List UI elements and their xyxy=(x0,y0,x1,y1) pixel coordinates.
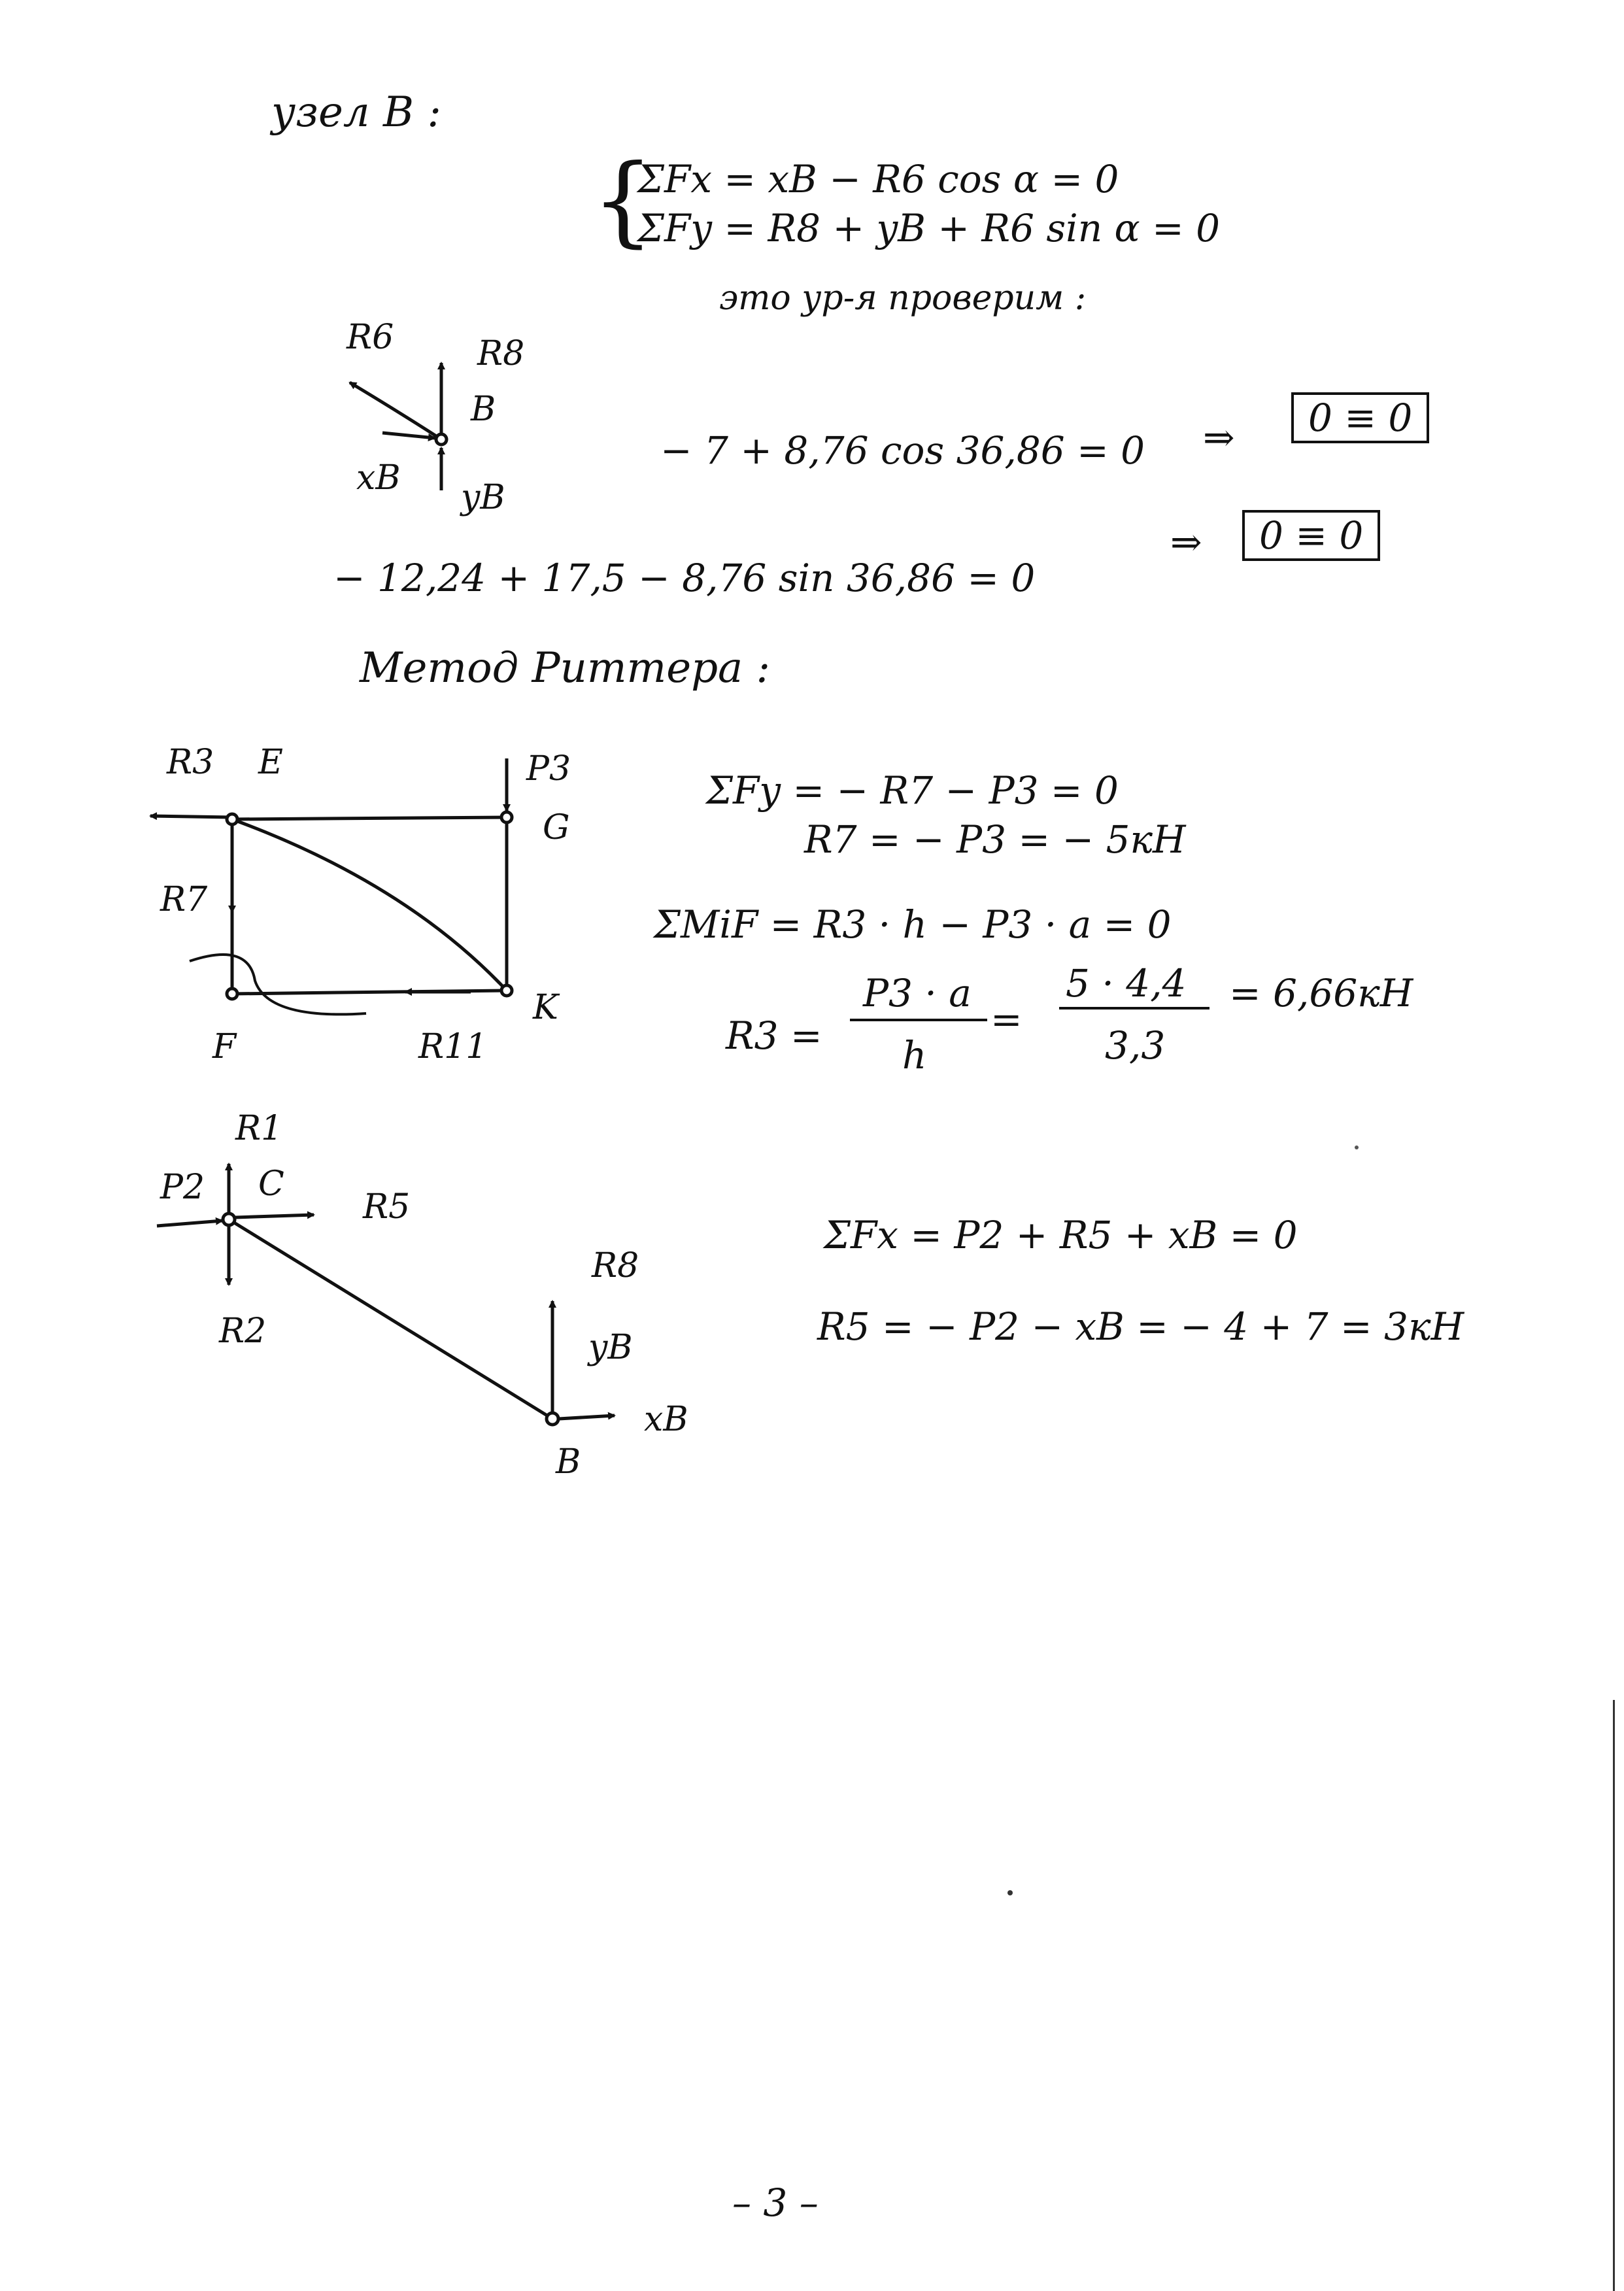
equals-sign: = xyxy=(990,997,1023,1042)
label-xb-c: xB xyxy=(644,1400,688,1439)
label-p3: P3 xyxy=(526,749,571,789)
page-number: – 3 – xyxy=(732,2181,819,2225)
check-equation-2: − 12,24 + 17,5 − 8,76 sin 36,86 = 0 xyxy=(333,556,1036,600)
joint-f xyxy=(227,989,237,999)
stray-dot xyxy=(1355,1146,1359,1149)
label-e: E xyxy=(258,743,283,782)
fraction-1-numerator: P3 · a xyxy=(863,971,972,1015)
ritter-result: = 6,66кН xyxy=(1229,971,1413,1015)
equation-sum-fx: ΣFx = xB − R6 cos α = 0 xyxy=(637,157,1119,201)
member-eg xyxy=(232,817,507,819)
equation-sum-fy: ΣFy = R8 + yB + R6 sin α = 0 xyxy=(637,206,1221,250)
stray-dot xyxy=(1007,1890,1013,1895)
p2-arrow xyxy=(157,1221,222,1226)
label-b: B xyxy=(471,390,496,429)
fraction-2-denominator: 3,3 xyxy=(1105,1023,1166,1068)
label-f: F xyxy=(212,1027,237,1066)
joint-g xyxy=(501,812,512,823)
ritter-sum-moment: ΣMiF = R3 · h − P3 · a = 0 xyxy=(654,902,1172,947)
label-p2: P2 xyxy=(160,1168,205,1207)
check-result-2: 0 ≡ 0 xyxy=(1242,510,1380,561)
label-g: G xyxy=(543,808,570,847)
label-yb-c: yB xyxy=(588,1328,633,1367)
joint-k xyxy=(501,985,512,996)
label-xb: xB xyxy=(356,458,401,498)
ritter-r7: R7 = − P3 = − 5кН xyxy=(804,817,1186,862)
check-label: это ур-я проверим : xyxy=(719,279,1087,318)
label-r2: R2 xyxy=(219,1312,267,1351)
joint-e xyxy=(227,814,237,824)
member-cb xyxy=(229,1219,552,1419)
xb-arrow xyxy=(382,433,435,438)
fraction-2-numerator: 5 · 4,4 xyxy=(1066,961,1187,1006)
xb-arrow-2 xyxy=(559,1416,615,1419)
r3-arrow xyxy=(150,816,232,817)
node-c-sum-fx: ΣFx = P2 + R5 + xB = 0 xyxy=(824,1213,1298,1257)
r5-arrow xyxy=(235,1215,314,1217)
node-b-joint xyxy=(436,434,447,445)
label-r8-c: R8 xyxy=(592,1246,639,1285)
r6-arrow xyxy=(350,382,441,439)
label-r5: R5 xyxy=(363,1187,411,1227)
label-b-c: B xyxy=(556,1442,581,1482)
check-equation-1: − 7 + 8,76 cos 36,86 = 0 xyxy=(660,428,1145,473)
scan-edge-line xyxy=(1613,1700,1615,2291)
label-c: C xyxy=(258,1164,284,1204)
fraction-1-denominator: h xyxy=(902,1033,927,1078)
label-r1: R1 xyxy=(235,1109,283,1148)
joint-c xyxy=(223,1213,235,1225)
joint-b xyxy=(547,1413,558,1425)
check-result-1: 0 ≡ 0 xyxy=(1291,392,1429,443)
label-r11: R11 xyxy=(418,1027,488,1066)
method-title: Метод Риттера : xyxy=(360,644,771,692)
ritter-sum-fy: ΣFy = − R7 − P3 = 0 xyxy=(706,768,1119,813)
label-r8: R8 xyxy=(477,334,525,373)
implies-arrow-2: ⇒ xyxy=(1170,520,1202,564)
node-c-r5: R5 = − P2 − xB = − 4 + 7 = 3кН xyxy=(817,1304,1464,1349)
member-ek xyxy=(232,819,507,991)
label-r3: R3 xyxy=(167,743,214,782)
label-r6: R6 xyxy=(347,318,394,357)
label-k: K xyxy=(533,988,558,1027)
section-cut xyxy=(190,955,366,1014)
section-heading: узел B : xyxy=(271,88,441,137)
system-brace: { xyxy=(592,144,654,258)
ritter-r3-lhs: R3 = xyxy=(726,1013,822,1058)
label-r7: R7 xyxy=(160,880,208,919)
implies-arrow-1: ⇒ xyxy=(1203,415,1235,460)
label-yb: yB xyxy=(461,478,505,517)
